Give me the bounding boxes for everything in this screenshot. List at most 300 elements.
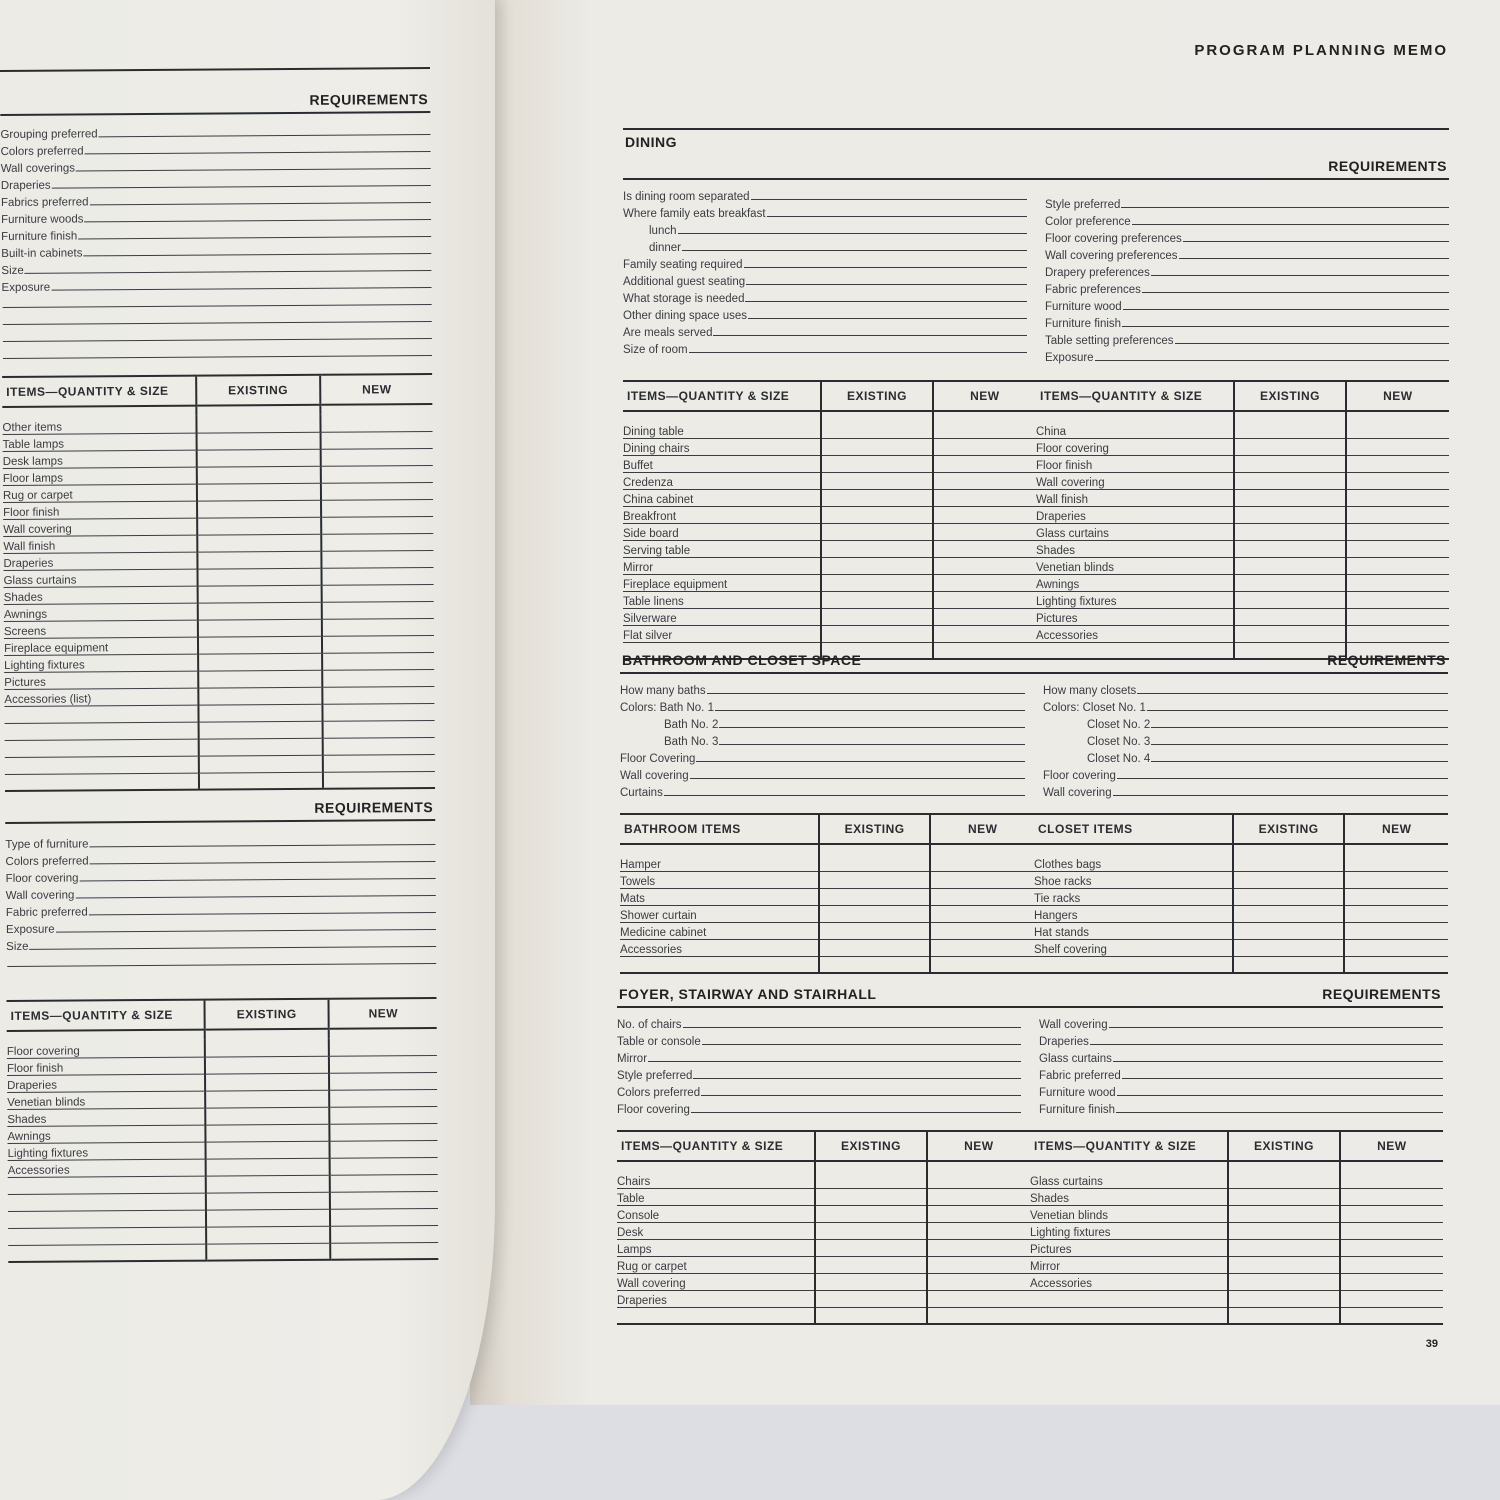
new-cell[interactable] [933,489,1036,506]
form-field[interactable] [1043,731,1448,748]
new-cell[interactable] [1346,540,1449,557]
new-cell[interactable] [330,1106,438,1124]
fill-in-line[interactable] [1151,744,1448,745]
existing-cell[interactable] [821,540,933,557]
form-field[interactable] [620,765,1025,782]
fill-in-line[interactable] [1116,1112,1443,1113]
existing-cell[interactable] [1228,1188,1340,1205]
existing-cell[interactable] [1234,506,1346,523]
fill-in-line[interactable] [1151,761,1448,762]
existing-cell[interactable] [196,449,321,467]
new-cell[interactable] [1346,574,1449,591]
form-field[interactable] [1045,279,1449,296]
fill-in-line[interactable] [25,270,432,274]
fill-in-line[interactable] [715,710,1025,711]
fill-in-line[interactable] [3,338,432,342]
existing-cell[interactable] [815,1239,927,1256]
new-cell[interactable] [330,1191,438,1209]
existing-cell[interactable] [206,1175,331,1193]
existing-cell[interactable] [1233,905,1345,922]
form-field[interactable] [1039,1031,1443,1048]
fill-in-line[interactable] [30,946,437,950]
new-cell[interactable] [933,421,1036,438]
fill-in-line[interactable] [90,844,436,847]
blank-cell[interactable] [323,771,435,789]
existing-cell[interactable] [197,636,322,654]
existing-cell[interactable] [206,1209,331,1227]
fill-in-line[interactable] [90,202,431,205]
fill-in-line[interactable] [1095,360,1449,361]
existing-cell[interactable] [206,1192,331,1210]
fill-in-line[interactable] [682,250,1027,251]
existing-cell[interactable] [821,591,933,608]
existing-cell[interactable] [821,438,933,455]
new-cell[interactable] [323,703,435,721]
new-cell[interactable] [927,1222,1030,1239]
blank-cell[interactable] [815,1307,927,1324]
new-cell[interactable] [1346,625,1449,642]
form-field[interactable] [620,714,1025,731]
new-cell[interactable] [1344,888,1448,905]
form-field[interactable] [617,1048,1021,1065]
fill-in-line[interactable] [1117,778,1448,779]
existing-cell[interactable] [1234,489,1346,506]
new-cell[interactable] [927,1290,1030,1307]
existing-cell[interactable] [197,585,322,603]
new-cell[interactable] [330,1157,438,1175]
existing-cell[interactable] [815,1188,927,1205]
existing-cell[interactable] [819,888,931,905]
form-field[interactable] [620,782,1025,799]
form-field[interactable] [2,342,432,362]
new-cell[interactable] [321,414,433,432]
existing-cell[interactable] [1234,455,1346,472]
existing-cell[interactable] [198,687,323,705]
fill-in-line[interactable] [1137,693,1448,694]
form-field[interactable] [617,1099,1021,1116]
form-field[interactable] [623,288,1027,305]
form-field[interactable] [620,748,1025,765]
new-cell[interactable] [322,635,434,653]
existing-cell[interactable] [821,557,933,574]
existing-cell[interactable] [819,905,931,922]
existing-cell[interactable] [198,721,323,739]
existing-cell[interactable] [1233,871,1345,888]
new-cell[interactable] [927,1171,1030,1188]
fill-in-line[interactable] [1175,343,1450,344]
fill-in-line[interactable] [664,795,1025,796]
fill-in-line[interactable] [1122,326,1449,327]
new-cell[interactable] [330,1089,438,1107]
new-cell[interactable] [1340,1171,1443,1188]
fill-in-line[interactable] [7,963,436,967]
new-cell[interactable] [321,482,433,500]
existing-cell[interactable] [196,483,321,501]
new-cell[interactable] [322,584,434,602]
new-cell[interactable] [323,720,435,738]
fill-in-line[interactable] [719,744,1025,745]
existing-cell[interactable] [205,1124,330,1142]
fill-in-line[interactable] [51,287,431,291]
form-field[interactable] [1045,313,1449,330]
existing-cell[interactable] [197,500,322,518]
existing-cell[interactable] [1234,438,1346,455]
new-cell[interactable] [1346,438,1449,455]
blank-cell[interactable] [927,1307,1030,1324]
fill-in-line[interactable] [90,861,436,864]
form-field[interactable] [623,305,1027,322]
fill-in-line[interactable] [745,301,1027,302]
fill-in-line[interactable] [683,1027,1021,1028]
existing-cell[interactable] [1233,888,1345,905]
existing-cell[interactable] [819,854,931,871]
form-field[interactable] [617,1031,1021,1048]
form-field[interactable] [620,731,1025,748]
fill-in-line[interactable] [99,134,431,137]
new-cell[interactable] [322,652,434,670]
existing-cell[interactable] [815,1273,927,1290]
new-cell[interactable] [1346,421,1449,438]
new-cell[interactable] [933,523,1036,540]
form-field[interactable] [623,237,1027,254]
new-cell[interactable] [930,871,1034,888]
new-cell[interactable] [323,737,435,755]
new-cell[interactable] [329,1055,437,1073]
new-cell[interactable] [933,438,1036,455]
existing-cell[interactable] [198,738,323,756]
new-cell[interactable] [1340,1205,1443,1222]
existing-cell[interactable] [197,517,322,535]
existing-cell[interactable] [1228,1205,1340,1222]
fill-in-line[interactable] [78,236,431,239]
form-field[interactable] [1039,1014,1443,1031]
existing-cell[interactable] [821,489,933,506]
form-field[interactable] [1045,194,1449,211]
existing-cell[interactable] [197,534,322,552]
new-cell[interactable] [927,1256,1030,1273]
existing-cell[interactable] [197,551,322,569]
new-cell[interactable] [1340,1290,1443,1307]
fill-in-line[interactable] [1123,309,1449,310]
fill-in-line[interactable] [693,1078,1021,1079]
existing-cell[interactable] [821,455,933,472]
new-cell[interactable] [331,1225,439,1243]
new-cell[interactable] [1346,472,1449,489]
existing-cell[interactable] [1234,625,1346,642]
new-cell[interactable] [1346,489,1449,506]
fill-in-line[interactable] [1179,258,1449,259]
existing-cell[interactable] [819,922,931,939]
blank-cell[interactable] [331,1242,439,1260]
form-field[interactable] [623,186,1027,203]
form-field[interactable] [620,680,1025,697]
new-cell[interactable] [933,608,1036,625]
new-cell[interactable] [1340,1222,1443,1239]
fill-in-line[interactable] [89,912,436,915]
fill-in-line[interactable] [707,693,1025,694]
fill-in-line[interactable] [1113,795,1448,796]
existing-cell[interactable] [1228,1290,1340,1307]
new-cell[interactable] [1346,506,1449,523]
existing-cell[interactable] [198,670,323,688]
fill-in-line[interactable] [1132,224,1449,225]
fill-in-line[interactable] [75,895,435,899]
existing-cell[interactable] [819,871,931,888]
form-field[interactable] [623,254,1027,271]
existing-cell[interactable] [196,432,321,450]
existing-cell[interactable] [819,939,931,956]
new-cell[interactable] [321,499,433,517]
form-field[interactable] [1045,296,1449,313]
form-field[interactable] [1045,228,1449,245]
new-cell[interactable] [1344,871,1448,888]
new-cell[interactable] [1344,939,1448,956]
new-cell[interactable] [1346,455,1449,472]
blank-cell[interactable] [1340,1307,1443,1324]
new-cell[interactable] [321,448,433,466]
form-field[interactable] [1045,347,1449,364]
existing-cell[interactable] [206,1226,331,1244]
fill-in-line[interactable] [1121,207,1449,208]
fill-in-line[interactable] [1122,1078,1443,1079]
new-cell[interactable] [323,754,435,772]
existing-cell[interactable] [815,1222,927,1239]
existing-cell[interactable] [205,1039,330,1057]
fill-in-line[interactable] [1113,1061,1443,1062]
existing-cell[interactable] [205,1073,330,1091]
blank-cell[interactable] [930,956,1034,973]
fill-in-line[interactable] [3,321,432,325]
new-cell[interactable] [322,618,434,636]
existing-cell[interactable] [821,625,933,642]
fill-in-line[interactable] [690,778,1025,779]
existing-cell[interactable] [1234,574,1346,591]
new-cell[interactable] [1344,922,1448,939]
new-cell[interactable] [933,472,1036,489]
existing-cell[interactable] [1234,523,1346,540]
new-cell[interactable] [1344,905,1448,922]
form-field[interactable] [1039,1082,1443,1099]
existing-cell[interactable] [815,1205,927,1222]
existing-cell[interactable] [1233,854,1345,871]
new-cell[interactable] [322,601,434,619]
fill-in-line[interactable] [691,1112,1021,1113]
form-field[interactable] [1043,714,1448,731]
existing-cell[interactable] [821,523,933,540]
new-cell[interactable] [933,506,1036,523]
fill-in-line[interactable] [1142,292,1449,293]
fill-in-line[interactable] [85,151,431,154]
form-field[interactable] [623,322,1027,339]
fill-in-line[interactable] [701,1095,1021,1096]
existing-cell[interactable] [197,602,322,620]
existing-cell[interactable] [198,755,323,773]
form-field[interactable] [617,1082,1021,1099]
fill-in-line[interactable] [3,304,432,308]
existing-cell[interactable] [205,1107,330,1125]
fill-in-line[interactable] [1151,727,1448,728]
new-cell[interactable] [1344,854,1448,871]
fill-in-line[interactable] [746,284,1027,285]
fill-in-line[interactable] [1117,1095,1443,1096]
form-field[interactable] [1039,1099,1443,1116]
new-cell[interactable] [933,591,1036,608]
fill-in-line[interactable] [702,1044,1021,1045]
form-field[interactable] [1043,782,1448,799]
existing-cell[interactable] [1234,421,1346,438]
existing-cell[interactable] [198,653,323,671]
new-cell[interactable] [930,922,1034,939]
existing-cell[interactable] [196,466,321,484]
form-field[interactable] [1043,748,1448,765]
form-field[interactable] [1045,211,1449,228]
fill-in-line[interactable] [3,355,432,359]
existing-cell[interactable] [1228,1222,1340,1239]
blank-cell[interactable] [1228,1307,1340,1324]
form-field[interactable] [1039,1048,1443,1065]
blank-cell[interactable] [206,1243,331,1261]
fill-in-line[interactable] [744,267,1027,268]
fill-in-line[interactable] [719,727,1025,728]
new-cell[interactable] [322,669,434,687]
existing-cell[interactable] [821,608,933,625]
new-cell[interactable] [321,516,433,534]
form-field[interactable] [623,220,1027,237]
existing-cell[interactable] [1234,557,1346,574]
fill-in-line[interactable] [1183,241,1449,242]
form-field[interactable] [623,339,1027,356]
fill-in-line[interactable] [56,929,436,933]
existing-cell[interactable] [815,1290,927,1307]
new-cell[interactable] [930,888,1034,905]
new-cell[interactable] [930,854,1034,871]
existing-cell[interactable] [198,704,323,722]
existing-cell[interactable] [205,1158,330,1176]
existing-cell[interactable] [1228,1256,1340,1273]
new-cell[interactable] [321,431,433,449]
new-cell[interactable] [330,1208,438,1226]
blank-cell[interactable] [819,956,931,973]
fill-in-line[interactable] [1090,1044,1443,1045]
fill-in-line[interactable] [76,168,431,171]
form-field[interactable] [1043,765,1448,782]
fill-in-line[interactable] [52,185,431,189]
fill-in-line[interactable] [696,761,1025,762]
new-cell[interactable] [933,557,1036,574]
existing-cell[interactable] [1234,540,1346,557]
new-cell[interactable] [322,567,434,585]
fill-in-line[interactable] [83,253,431,256]
new-cell[interactable] [927,1239,1030,1256]
form-field[interactable] [1045,262,1449,279]
fill-in-line[interactable] [1147,710,1448,711]
existing-cell[interactable] [1228,1273,1340,1290]
existing-cell[interactable] [821,574,933,591]
fill-in-line[interactable] [80,878,436,881]
blank-cell[interactable] [1344,956,1448,973]
fill-in-line[interactable] [648,1061,1021,1062]
existing-cell[interactable] [821,506,933,523]
existing-cell[interactable] [815,1171,927,1188]
fill-in-line[interactable] [748,318,1027,319]
fill-in-line[interactable] [713,335,1027,336]
fill-in-line[interactable] [689,352,1027,353]
blank-cell[interactable] [198,772,323,790]
new-cell[interactable] [1340,1188,1443,1205]
form-field[interactable] [1043,697,1448,714]
new-cell[interactable] [329,1038,437,1056]
form-field[interactable] [617,1014,1021,1031]
form-field[interactable] [1045,245,1449,262]
new-cell[interactable] [329,1072,437,1090]
new-cell[interactable] [927,1188,1030,1205]
existing-cell[interactable] [196,415,321,433]
existing-cell[interactable] [1234,608,1346,625]
new-cell[interactable] [927,1205,1030,1222]
new-cell[interactable] [1346,591,1449,608]
existing-cell[interactable] [1234,591,1346,608]
existing-cell[interactable] [1233,922,1345,939]
form-field[interactable] [1043,680,1448,697]
new-cell[interactable] [1340,1273,1443,1290]
existing-cell[interactable] [205,1090,330,1108]
form-field[interactable] [1045,330,1449,347]
form-field[interactable] [617,1065,1021,1082]
new-cell[interactable] [321,465,433,483]
fill-in-line[interactable] [678,233,1028,234]
new-cell[interactable] [330,1140,438,1158]
new-cell[interactable] [933,455,1036,472]
existing-cell[interactable] [197,568,322,586]
existing-cell[interactable] [1228,1171,1340,1188]
existing-cell[interactable] [1234,472,1346,489]
existing-cell[interactable] [815,1256,927,1273]
existing-cell[interactable] [821,472,933,489]
new-cell[interactable] [330,1174,438,1192]
fill-in-line[interactable] [751,199,1027,200]
existing-cell[interactable] [205,1141,330,1159]
new-cell[interactable] [930,905,1034,922]
new-cell[interactable] [933,574,1036,591]
fill-in-line[interactable] [767,216,1027,217]
new-cell[interactable] [1346,557,1449,574]
new-cell[interactable] [323,686,435,704]
blank-cell[interactable] [1233,956,1345,973]
new-cell[interactable] [321,533,433,551]
new-cell[interactable] [930,939,1034,956]
new-cell[interactable] [1346,608,1449,625]
form-field[interactable] [6,950,436,970]
existing-cell[interactable] [1233,939,1345,956]
existing-cell[interactable] [821,421,933,438]
new-cell[interactable] [933,625,1036,642]
existing-cell[interactable] [197,619,322,637]
new-cell[interactable] [322,550,434,568]
form-field[interactable] [623,203,1027,220]
new-cell[interactable] [330,1123,438,1141]
form-field[interactable] [620,697,1025,714]
new-cell[interactable] [1340,1256,1443,1273]
new-cell[interactable] [1340,1239,1443,1256]
new-cell[interactable] [1346,523,1449,540]
fill-in-line[interactable] [85,219,432,222]
fill-in-line[interactable] [1151,275,1449,276]
existing-cell[interactable] [1228,1239,1340,1256]
existing-cell[interactable] [205,1056,330,1074]
fill-in-line[interactable] [1109,1027,1443,1028]
form-field[interactable] [623,271,1027,288]
new-cell[interactable] [933,540,1036,557]
